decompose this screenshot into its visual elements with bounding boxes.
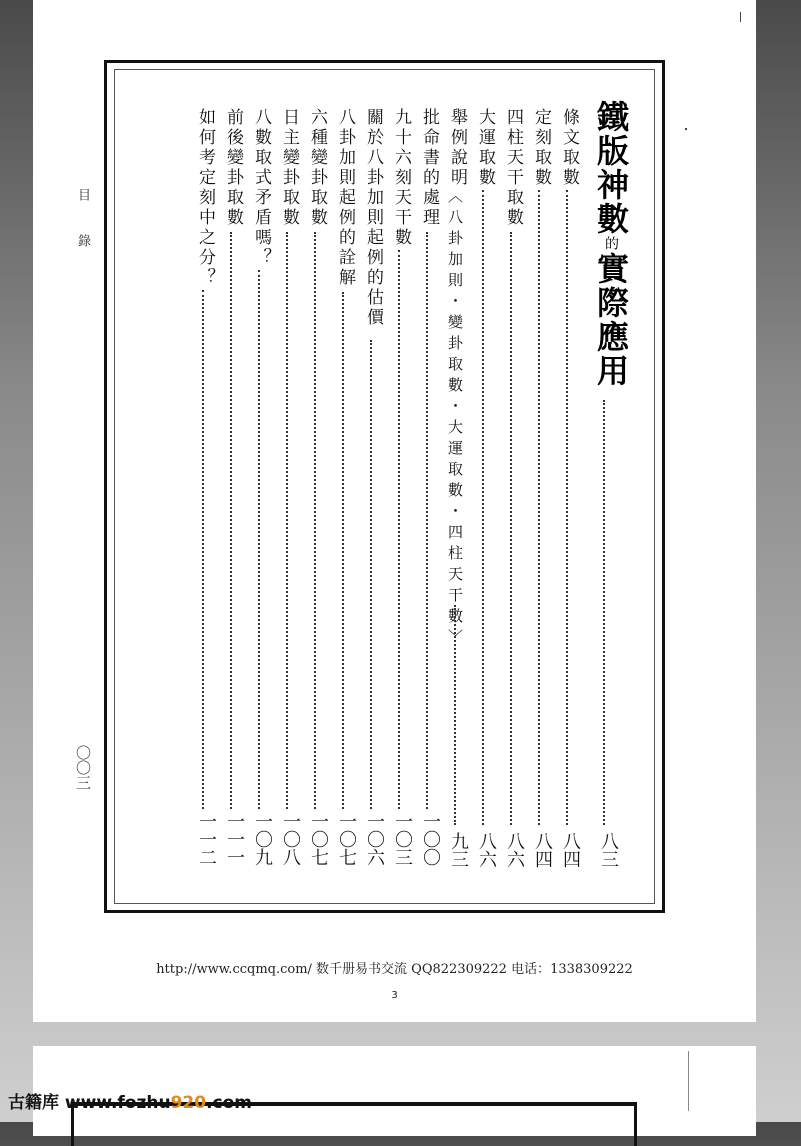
- toc-entry-label: 定刻取數: [531, 108, 551, 188]
- toc-entry-page: 一〇〇: [420, 812, 441, 866]
- watermark-highlight: 920: [170, 1093, 207, 1113]
- toc-entry-page: 一〇七: [336, 812, 357, 866]
- toc-entry-page: 一〇九: [252, 812, 273, 866]
- toc-leader: [398, 250, 400, 809]
- toc-entry-page: 八六: [476, 832, 497, 868]
- toc-entry-label: 前後變卦取數: [223, 108, 243, 228]
- toc-entry-page: 九三: [448, 832, 469, 868]
- toc-entry-page: 一〇八: [280, 812, 301, 866]
- chapter-title-main: 鐵版神數: [592, 100, 630, 236]
- toc-leader: [286, 232, 288, 809]
- scan-speck: [740, 12, 741, 22]
- title-leader: [603, 400, 607, 825]
- scan-speck: [688, 1051, 689, 1111]
- toc-leader: [314, 232, 316, 809]
- toc-leader: [230, 232, 232, 809]
- toc-leader: [482, 190, 484, 825]
- toc-entry-label: 四柱天干取數: [503, 108, 523, 228]
- toc-leader: [454, 605, 456, 825]
- toc-entry-label: 日主變卦取數: [279, 108, 299, 228]
- toc-leader: [342, 292, 344, 809]
- toc-entry-label: 九十六刻天干數: [391, 108, 411, 248]
- toc-entry-label: 條文取數: [559, 108, 579, 188]
- chapter-title-connector: 的: [603, 236, 619, 252]
- toc-entry-label: 八卦加則起例的詮解: [335, 108, 355, 288]
- toc-entry-label: 舉例說明: [447, 108, 467, 188]
- scan-speck: [685, 128, 687, 130]
- toc-leader: [258, 270, 260, 809]
- chapter-title: [588, 100, 634, 388]
- toc-entry-page: 一一一: [224, 812, 245, 866]
- toc-entry-page: 一〇七: [308, 812, 329, 866]
- toc-leader: [566, 190, 568, 825]
- toc-entry-page: 一〇三: [392, 812, 413, 866]
- toc-leader: [510, 232, 512, 825]
- toc-entry-label: 如何考定刻中之分？: [195, 108, 215, 288]
- margin-label-mu: 目: [75, 188, 90, 201]
- chapter-title-page: 八三: [598, 832, 619, 868]
- toc-leader: [538, 190, 540, 825]
- toc-entry-label: 關於八卦加則起例的估價: [363, 108, 383, 328]
- toc-entry-page: 八四: [532, 832, 553, 868]
- site-watermark: [8, 1088, 252, 1113]
- toc-leader: [202, 290, 204, 809]
- page-number: 3: [391, 990, 398, 1001]
- margin-label-lu: 錄: [75, 234, 90, 247]
- watermark-suffix: .com: [206, 1093, 253, 1113]
- margin-page-number: 〇〇三: [74, 745, 92, 790]
- toc-leader: [426, 232, 428, 809]
- toc-entry-sub: 〈八卦加則・變卦取數・大運取數・四柱天干數〉: [446, 188, 464, 650]
- toc-entry-page: 一一二: [196, 812, 217, 866]
- toc-entry-label: 大運取數: [475, 108, 495, 188]
- toc-entry-label: 批命書的處理: [419, 108, 439, 228]
- toc-entry-page: 八四: [560, 832, 581, 868]
- toc-entry-label: 六種變卦取數: [307, 108, 327, 228]
- watermark-prefix: 古籍库 www.fozhu: [8, 1093, 171, 1113]
- page-footer: http://www.ccqmq.com/ 数千册易书交流 QQ822309222 电话：1338309222: [156, 962, 633, 977]
- scanned-page: [33, 0, 756, 1022]
- toc-entry-page: 一〇六: [364, 812, 385, 866]
- toc-leader: [370, 340, 372, 809]
- toc-entry-page: 八六: [504, 832, 525, 868]
- toc-entry-label: 八數取式矛盾嗎？: [251, 108, 271, 268]
- chapter-title-sub: 實際應用: [592, 252, 630, 388]
